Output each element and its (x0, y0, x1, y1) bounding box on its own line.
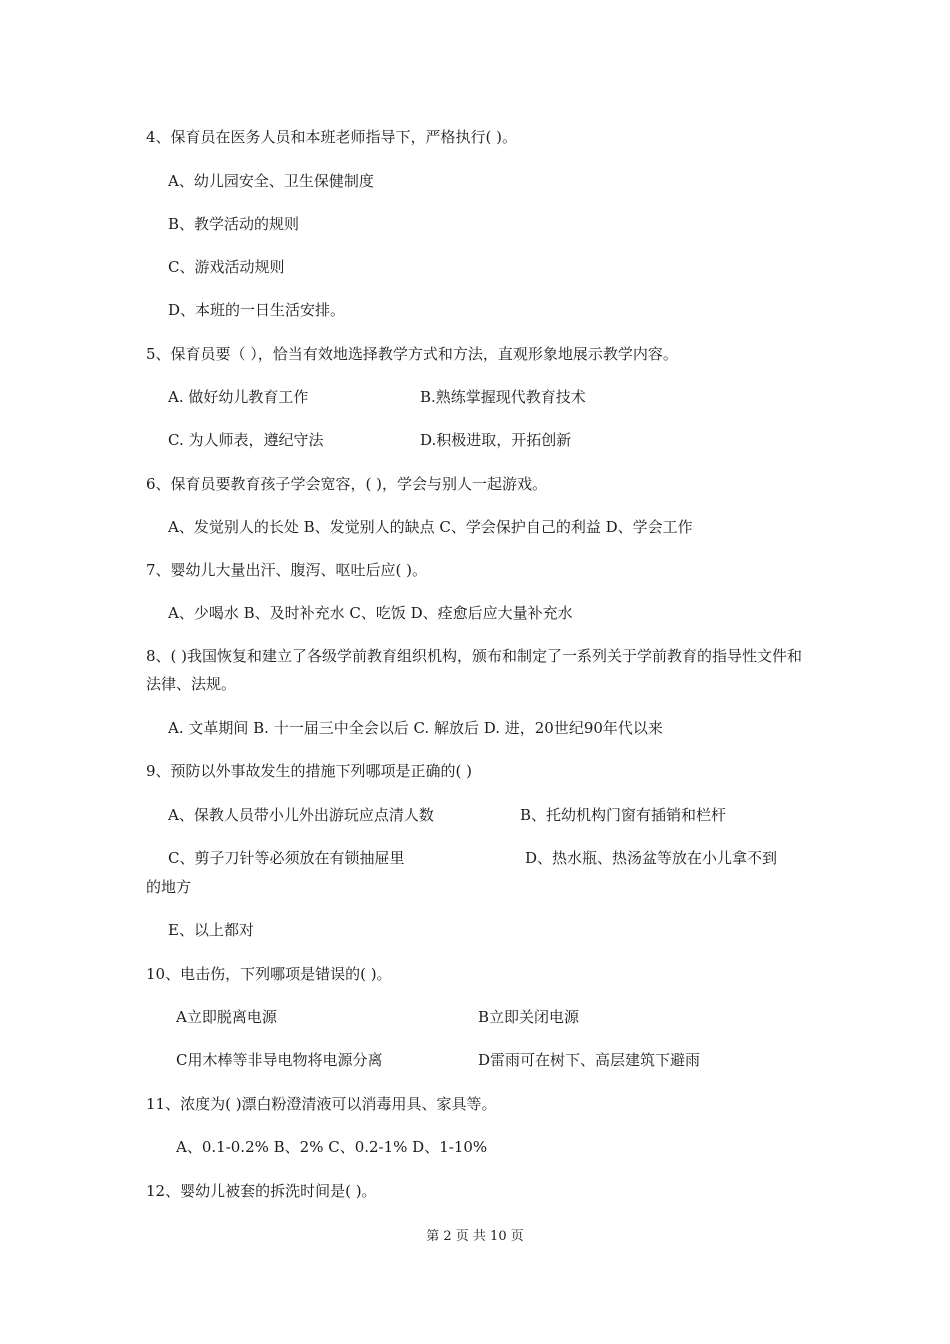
question-5-option-d: D.积极进取，开拓创新 (420, 431, 572, 449)
question-10-stem: 10、电击伤，下列哪项是错误的( )。 (146, 965, 392, 983)
question-5-option-b: B.熟练掌握现代教育技术 (420, 388, 586, 406)
question-9-option-d: D、热水瓶、热汤盆等放在小儿拿不到 (525, 849, 778, 867)
question-9-option-d-continued: 的地方 (146, 878, 192, 896)
question-8-stem: 8、( )我国恢复和建立了各级学前教育组织机构，颁布和制定了一系列关于学前教育的指导性文件和法律、法规。 (146, 647, 803, 693)
page-footer: 第 2 页 共 10 页 (426, 1229, 524, 1244)
question-8-options: A. 文革期间 B. 十一届三中全会以后 C. 解放后 D. 进，20世纪90年代以来 (168, 719, 663, 737)
question-9-stem: 9、预防以外事故发生的措施下列哪项是正确的( ) (146, 762, 473, 780)
question-4-option-a: A、幼儿园安全、卫生保健制度 (168, 172, 374, 190)
question-4-option-b: B、教学活动的规则 (168, 215, 300, 233)
question-11-options: A、0.1-0.2% B、2% C、0.2-1% D、1-10% (176, 1138, 488, 1156)
question-5-option-a: A. 做好幼儿教育工作 (168, 388, 309, 406)
question-9-option-e: E、以上都对 (168, 921, 254, 939)
question-6-stem: 6、保育员要教育孩子学会宽容，( )，学会与别人一起游戏。 (146, 475, 548, 493)
question-9-option-c: C、剪子刀针等必须放在有锁抽屉里 (168, 849, 405, 867)
question-9-option-a: A、保教人员带小儿外出游玩应点清人数 (168, 806, 434, 824)
question-6-options: A、发觉别人的长处 B、发觉别人的缺点 C、学会保护自己的利益 D、学会工作 (168, 518, 693, 536)
question-5-option-c: C. 为人师表，遵纪守法 (168, 431, 324, 449)
question-10-option-d: D雷雨可在树下、高层建筑下避雨 (478, 1051, 701, 1069)
question-4-stem: 4、保育员在医务人员和本班老师指导下，严格执行( )。 (146, 128, 518, 146)
question-12-stem: 12、婴幼儿被套的拆洗时间是( )。 (146, 1182, 377, 1200)
question-10-option-c: C用木棒等非导电物将电源分离 (176, 1051, 383, 1069)
question-10-option-b: B立即关闭电源 (478, 1008, 580, 1026)
question-5-stem: 5、保育员要（ ），恰当有效地选择教学方式和方法，直观形象地展示教学内容。 (146, 345, 678, 363)
question-7-stem: 7、婴幼儿大量出汗、腹泻、呕吐后应( )。 (146, 561, 428, 579)
question-10-option-a: A立即脱离电源 (176, 1008, 277, 1026)
question-4-option-c: C、游戏活动规则 (168, 258, 285, 276)
question-9-option-b: B、托幼机构门窗有插销和栏杆 (520, 806, 727, 824)
question-11-stem: 11、浓度为( )漂白粉澄清液可以消毒用具、家具等。 (146, 1095, 497, 1113)
question-7-options: A、少喝水 B、及时补充水 C、吃饭 D、痊愈后应大量补充水 (168, 604, 573, 622)
question-4-option-d: D、本班的一日生活安排。 (168, 301, 346, 319)
